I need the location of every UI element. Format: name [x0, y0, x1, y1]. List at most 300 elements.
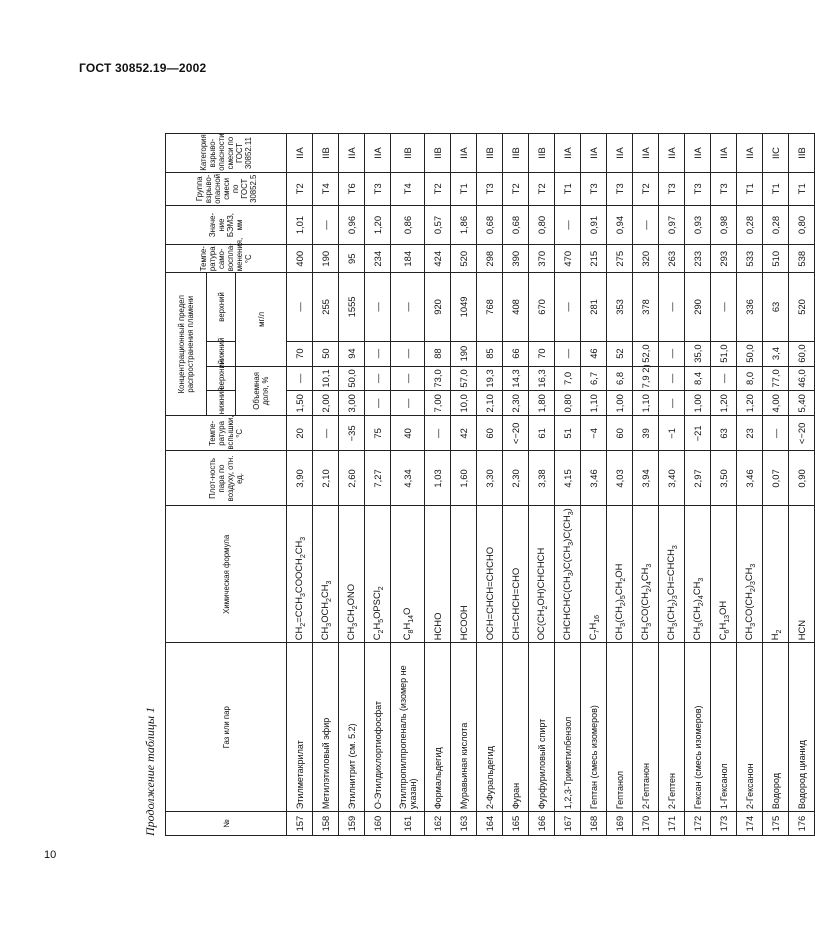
- upper-limit-mgl: —: [555, 273, 581, 341]
- chemical-formula: $CH_3CO(CH_2)_3CH_3$: [737, 506, 763, 643]
- gas-name: Этилнитрит (см. 5.2): [339, 643, 365, 812]
- row-number: 164: [477, 812, 503, 836]
- header-bemz: Значе-ние БЭМЗ, мм: [166, 205, 287, 244]
- explosion-category: IIB: [503, 134, 529, 172]
- autoignition-temperature: 95: [339, 245, 365, 273]
- explosion-category: IIA: [555, 134, 581, 172]
- upper-limit-volume: 46,0: [789, 366, 815, 391]
- row-number: 161: [391, 812, 425, 836]
- header-upper-vol: верхний: [207, 366, 236, 391]
- autoignition-temperature: 233: [685, 245, 711, 273]
- gas-name: Формальдегид: [425, 643, 451, 812]
- mixture-group: T4: [313, 172, 339, 205]
- flash-point: <−20: [789, 416, 815, 451]
- row-number: 159: [339, 812, 365, 836]
- header-lower-mgl: нижний: [207, 341, 236, 366]
- upper-limit-volume: 8,4: [685, 366, 711, 391]
- upper-limit-volume: 6,7: [581, 366, 607, 391]
- autoignition-temperature: 234: [365, 245, 391, 273]
- header-name: Газ или пар: [166, 643, 287, 812]
- vapor-density: 2,10: [313, 451, 339, 506]
- flash-point: −4: [581, 416, 607, 451]
- vapor-density: 3,90: [287, 451, 313, 506]
- bemz-value: 0,97: [659, 205, 685, 244]
- upper-limit-mgl: —: [659, 273, 685, 341]
- autoignition-temperature: 190: [313, 245, 339, 273]
- header-upper-mgl: верхний: [207, 273, 236, 341]
- gas-name: Гептанол: [607, 643, 633, 812]
- explosion-category: IIA: [659, 134, 685, 172]
- gas-properties-table: [165, 97, 815, 836]
- lower-limit-mgl: —: [555, 341, 581, 366]
- vapor-density: 3,38: [529, 451, 555, 506]
- gas-name: Гептан (смесь изомеров): [581, 643, 607, 812]
- vapor-density: 3,46: [581, 451, 607, 506]
- bemz-value: 0,94: [607, 205, 633, 244]
- mixture-group: T1: [451, 172, 477, 205]
- explosion-category: IIA: [737, 134, 763, 172]
- upper-limit-mgl: —: [365, 273, 391, 341]
- upper-limit-mgl: 281: [581, 273, 607, 341]
- upper-limit-volume: 50,0: [339, 366, 365, 391]
- flash-point: 63: [711, 416, 737, 451]
- table-row: [313, 98, 339, 836]
- table-row: [339, 98, 365, 836]
- autoignition-temperature: 510: [763, 245, 789, 273]
- vapor-density: 3,30: [477, 451, 503, 506]
- gas-name: Этилпропилпропеналь (изомер не указан): [391, 643, 425, 812]
- table-row: [685, 98, 711, 836]
- autoignition-temperature: 370: [529, 245, 555, 273]
- autoignition-temperature: 275: [607, 245, 633, 273]
- header-limits: Концентрационный предел распространения пламени: [166, 273, 207, 416]
- gas-name: 2-Гептанон: [633, 643, 659, 812]
- mixture-group: T2: [633, 172, 659, 205]
- row-number: 167: [555, 812, 581, 836]
- lower-limit-volume: 1,20: [711, 391, 737, 416]
- upper-limit-volume: 10,1: [313, 366, 339, 391]
- upper-limit-volume: 16,3: [529, 366, 555, 391]
- header-vol-fraction: Объемная доля, %: [236, 366, 287, 416]
- chemical-formula: $CH_3(CH_2)_5CH_2OH$: [607, 506, 633, 643]
- row-number: 170: [633, 812, 659, 836]
- row-number: 165: [503, 812, 529, 836]
- table-row: [711, 98, 737, 836]
- chemical-formula: HCHO: [425, 506, 451, 643]
- chemical-formula: $C_8H_{14}O$: [391, 506, 425, 643]
- lower-limit-mgl: 88: [425, 341, 451, 366]
- lower-limit-mgl: 52,0: [633, 341, 659, 366]
- flash-point: −21: [685, 416, 711, 451]
- header-autoign: Темпе-ратура само-воспла-менения, °С: [166, 245, 287, 273]
- bemz-value: 1,20: [365, 205, 391, 244]
- lower-limit-mgl: 66: [503, 341, 529, 366]
- lower-limit-volume: 3,00: [339, 391, 365, 416]
- mixture-group: T2: [425, 172, 451, 205]
- bemz-value: —: [313, 205, 339, 244]
- lower-limit-volume: 1,00: [685, 391, 711, 416]
- upper-limit-mgl: —: [287, 273, 313, 341]
- chemical-formula: $C_2H_5OPSCl_2$: [365, 506, 391, 643]
- table-row: [425, 98, 451, 836]
- upper-limit-volume: 7,9 2): [633, 366, 659, 391]
- flash-point: —: [425, 416, 451, 451]
- row-number: 157: [287, 812, 313, 836]
- chemical-formula: $H_2$: [763, 506, 789, 643]
- chemical-formula: $CH_3(CH_2)_3CH=CHCH_3$: [659, 506, 685, 643]
- autoignition-temperature: 263: [659, 245, 685, 273]
- gas-name: Метилэтиловый эфир: [313, 643, 339, 812]
- explosion-category: IIA: [339, 134, 365, 172]
- autoignition-temperature: 533: [737, 245, 763, 273]
- upper-limit-mgl: 768: [477, 273, 503, 341]
- bemz-value: 0,86: [391, 205, 425, 244]
- upper-limit-mgl: 353: [607, 273, 633, 341]
- bemz-value: —: [633, 205, 659, 244]
- gas-name: Фуран: [503, 643, 529, 812]
- vapor-density: 0,90: [789, 451, 815, 506]
- table-body: [287, 98, 815, 836]
- row-number: 158: [313, 812, 339, 836]
- upper-limit-mgl: 520: [789, 273, 815, 341]
- gas-name: 2-Гексанон: [737, 643, 763, 812]
- chemical-formula: $OC(CH_2OH)CHCHCH$: [529, 506, 555, 643]
- upper-limit-mgl: —: [391, 273, 425, 341]
- gas-name: Муравьиная кислота: [451, 643, 477, 812]
- header-group: Группа взрыво-опасной смеси по ГОСТ 30852.5: [166, 172, 287, 205]
- header-flash: Темпе-ратура вспышки, °С: [166, 416, 287, 451]
- vapor-density: 3,50: [711, 451, 737, 506]
- mixture-group: T2: [287, 172, 313, 205]
- explosion-category: IIB: [477, 134, 503, 172]
- lower-limit-mgl: 50,0: [737, 341, 763, 366]
- gas-name: 2-Гептен: [659, 643, 685, 812]
- mixture-group: T4: [391, 172, 425, 205]
- row-number: 168: [581, 812, 607, 836]
- mixture-group: T3: [659, 172, 685, 205]
- chemical-formula: $CH_3CO(CH_2)_4CH_3$: [633, 506, 659, 643]
- upper-limit-volume: —: [365, 366, 391, 391]
- chemical-formula: $CHCHCHC(CH_3)C(CH_3)C(CH_3)$: [555, 506, 581, 643]
- flash-point: 23: [737, 416, 763, 451]
- flash-point: 60: [477, 416, 503, 451]
- mixture-group: T3: [365, 172, 391, 205]
- bemz-value: 0,28: [763, 205, 789, 244]
- rotated-table-container: [143, 97, 807, 836]
- header-lower-vol: нижний: [207, 391, 236, 416]
- table-row: [763, 98, 789, 836]
- autoignition-temperature: 320: [633, 245, 659, 273]
- header-formula: Химическая формула: [166, 506, 287, 643]
- lower-limit-mgl: 94: [339, 341, 365, 366]
- explosion-category: IIA: [607, 134, 633, 172]
- row-number: 162: [425, 812, 451, 836]
- mixture-group: T2: [529, 172, 555, 205]
- lower-limit-volume: —: [365, 391, 391, 416]
- explosion-category: IIB: [529, 134, 555, 172]
- chemical-formula: $CH_3OCH_2CH_3$: [313, 506, 339, 643]
- autoignition-temperature: 424: [425, 245, 451, 273]
- explosion-category: IIC: [763, 134, 789, 172]
- flash-point: —: [763, 416, 789, 451]
- lower-limit-mgl: 35,0: [685, 341, 711, 366]
- row-number: 172: [685, 812, 711, 836]
- lower-limit-volume: —: [391, 391, 425, 416]
- explosion-category: IIB: [425, 134, 451, 172]
- mixture-group: T1: [555, 172, 581, 205]
- autoignition-temperature: 184: [391, 245, 425, 273]
- page-number: 10: [44, 849, 57, 861]
- upper-limit-mgl: —: [711, 273, 737, 341]
- lower-limit-volume: 0,80: [555, 391, 581, 416]
- autoignition-temperature: 520: [451, 245, 477, 273]
- vapor-density: 3,40: [659, 451, 685, 506]
- lower-limit-mgl: 51,0: [711, 341, 737, 366]
- table-row: [555, 98, 581, 836]
- chemical-formula: $CH_2=CCH_3COOCH_2CH_3$: [287, 506, 313, 643]
- lower-limit-volume: 2,00: [313, 391, 339, 416]
- table-row: [529, 98, 555, 836]
- row-number: 163: [451, 812, 477, 836]
- upper-limit-volume: 6,8: [607, 366, 633, 391]
- chemical-formula: HCOOH: [451, 506, 477, 643]
- mixture-group: T6: [339, 172, 365, 205]
- flash-point: 75: [365, 416, 391, 451]
- upper-limit-mgl: 290: [685, 273, 711, 341]
- header-category: Категория взрыво-опасности смеси по ГОСТ 30852.11: [166, 134, 287, 172]
- lower-limit-mgl: —: [365, 341, 391, 366]
- vapor-density: 2,97: [685, 451, 711, 506]
- lower-limit-volume: 10,0: [451, 391, 477, 416]
- mixture-group: T1: [763, 172, 789, 205]
- bemz-value: 0,80: [529, 205, 555, 244]
- bemz-value: —: [555, 205, 581, 244]
- mixture-group: T1: [737, 172, 763, 205]
- gas-name: Этилметакрилат: [287, 643, 313, 812]
- vapor-density: 4,03: [607, 451, 633, 506]
- gas-name: О-Этилдихлортиофосфат: [365, 643, 391, 812]
- bemz-value: 0,98: [711, 205, 737, 244]
- row-number: 169: [607, 812, 633, 836]
- upper-limit-mgl: 255: [313, 273, 339, 341]
- mixture-group: T2: [503, 172, 529, 205]
- mixture-group: T3: [711, 172, 737, 205]
- table-row: [365, 98, 391, 836]
- header-density: Плот-ность пара по воздуху, отн. ед.: [166, 451, 287, 506]
- upper-limit-volume: —: [711, 366, 737, 391]
- row-number: 173: [711, 812, 737, 836]
- flash-point: 42: [451, 416, 477, 451]
- vapor-density: 4,34: [391, 451, 425, 506]
- lower-limit-volume: 5,40: [789, 391, 815, 416]
- upper-limit-volume: 8,0: [737, 366, 763, 391]
- vapor-density: 1,60: [451, 451, 477, 506]
- upper-limit-mgl: 408: [503, 273, 529, 341]
- bemz-value: 0,91: [581, 205, 607, 244]
- lower-limit-mgl: 60,0: [789, 341, 815, 366]
- gas-name: Фурфуриловый спирт: [529, 643, 555, 812]
- table-row: [581, 98, 607, 836]
- mixture-group: T3: [685, 172, 711, 205]
- bemz-value: 0,80: [789, 205, 815, 244]
- explosion-category: IIA: [711, 134, 737, 172]
- bemz-value: 0,68: [477, 205, 503, 244]
- explosion-category: IIB: [789, 134, 815, 172]
- mixture-group: T1: [789, 172, 815, 205]
- chemical-formula: CH=CHCH=CHO: [503, 506, 529, 643]
- upper-limit-volume: —: [287, 366, 313, 391]
- row-number: 176: [789, 812, 815, 836]
- upper-limit-volume: 19,3: [477, 366, 503, 391]
- lower-limit-volume: 2,30: [503, 391, 529, 416]
- vapor-density: 2,60: [339, 451, 365, 506]
- lower-limit-volume: 1,10: [581, 391, 607, 416]
- flash-point: 40: [391, 416, 425, 451]
- vapor-density: 4,15: [555, 451, 581, 506]
- table-row: [633, 98, 659, 836]
- vapor-density: 1,03: [425, 451, 451, 506]
- explosion-category: IIA: [633, 134, 659, 172]
- chemical-formula: $CH_3CH_2ONO$: [339, 506, 365, 643]
- bemz-value: 0,68: [503, 205, 529, 244]
- row-number: 175: [763, 812, 789, 836]
- vapor-density: 3,46: [737, 451, 763, 506]
- vapor-density: 2,30: [503, 451, 529, 506]
- bemz-value: 0,96: [339, 205, 365, 244]
- lower-limit-volume: 1,00: [607, 391, 633, 416]
- upper-limit-volume: 73,0: [425, 366, 451, 391]
- table-row: [287, 98, 313, 836]
- bemz-value: 0,57: [425, 205, 451, 244]
- autoignition-temperature: 470: [555, 245, 581, 273]
- lower-limit-volume: 1,10: [633, 391, 659, 416]
- lower-limit-volume: —: [659, 391, 685, 416]
- lower-limit-volume: 1,50: [287, 391, 313, 416]
- gas-name: 1,2,3-Триметилбензол: [555, 643, 581, 812]
- upper-limit-volume: —: [391, 366, 425, 391]
- lower-limit-volume: 1,20: [737, 391, 763, 416]
- flash-point: <−20: [503, 416, 529, 451]
- flash-point: 60: [607, 416, 633, 451]
- row-number: 166: [529, 812, 555, 836]
- upper-limit-volume: 14,3: [503, 366, 529, 391]
- chemical-formula: HCN: [789, 506, 815, 643]
- lower-limit-mgl: 85: [477, 341, 503, 366]
- lower-limit-mgl: 52: [607, 341, 633, 366]
- header-no: №: [166, 812, 287, 836]
- row-number: 160: [365, 812, 391, 836]
- table-row: [737, 98, 763, 836]
- explosion-category: IIA: [685, 134, 711, 172]
- upper-limit-mgl: 920: [425, 273, 451, 341]
- lower-limit-mgl: 46: [581, 341, 607, 366]
- upper-limit-volume: 57,0: [451, 366, 477, 391]
- lower-limit-mgl: 190: [451, 341, 477, 366]
- flash-point: —: [313, 416, 339, 451]
- gas-name: 1-Гексанол: [711, 643, 737, 812]
- lower-limit-volume: 4,00: [763, 391, 789, 416]
- bemz-value: 0,28: [737, 205, 763, 244]
- autoignition-temperature: 293: [711, 245, 737, 273]
- header-mgl: мг/л: [236, 273, 287, 366]
- mixture-group: T3: [581, 172, 607, 205]
- chemical-formula: $C_7H_{16}$: [581, 506, 607, 643]
- flash-point: 61: [529, 416, 555, 451]
- flash-point: −35: [339, 416, 365, 451]
- explosion-category: IIB: [391, 134, 425, 172]
- table-row: [503, 98, 529, 836]
- autoignition-temperature: 538: [789, 245, 815, 273]
- upper-limit-mgl: 63: [763, 273, 789, 341]
- bemz-value: 1,86: [451, 205, 477, 244]
- gas-name: Гексан (смесь изомеров): [685, 643, 711, 812]
- row-number: 171: [659, 812, 685, 836]
- autoignition-temperature: 298: [477, 245, 503, 273]
- row-number: 174: [737, 812, 763, 836]
- upper-limit-mgl: 336: [737, 273, 763, 341]
- bemz-value: 1,01: [287, 205, 313, 244]
- upper-limit-mgl: 378: [633, 273, 659, 341]
- upper-limit-mgl: 670: [529, 273, 555, 341]
- flash-point: −1: [659, 416, 685, 451]
- vapor-density: 3,94: [633, 451, 659, 506]
- gas-name: Водород цианид: [789, 643, 815, 812]
- upper-limit-volume: 7,0: [555, 366, 581, 391]
- explosion-category: IIA: [451, 134, 477, 172]
- table-caption: Продолжение таблицы 1: [143, 706, 157, 836]
- explosion-category: IIA: [581, 134, 607, 172]
- gas-name: Водород: [763, 643, 789, 812]
- autoignition-temperature: 215: [581, 245, 607, 273]
- upper-limit-mgl: 1555: [339, 273, 365, 341]
- upper-limit-volume: 77,0: [763, 366, 789, 391]
- lower-limit-mgl: 50: [313, 341, 339, 366]
- bemz-value: 0,93: [685, 205, 711, 244]
- table-row: [659, 98, 685, 836]
- explosion-category: IIB: [313, 134, 339, 172]
- lower-limit-volume: 2,10: [477, 391, 503, 416]
- table-row: [607, 98, 633, 836]
- lower-limit-mgl: 3,4: [763, 341, 789, 366]
- mixture-group: T3: [477, 172, 503, 205]
- upper-limit-mgl: 1049: [451, 273, 477, 341]
- lower-limit-volume: 1,80: [529, 391, 555, 416]
- gas-name: 2-Фуральдегид: [477, 643, 503, 812]
- explosion-category: IIA: [287, 134, 313, 172]
- lower-limit-mgl: 70: [287, 341, 313, 366]
- vapor-density: 0,07: [763, 451, 789, 506]
- vapor-density: 7,27: [365, 451, 391, 506]
- flash-point: 20: [287, 416, 313, 451]
- flash-point: 51: [555, 416, 581, 451]
- explosion-category: IIA: [365, 134, 391, 172]
- chemical-formula: $C_6H_{13}OH$: [711, 506, 737, 643]
- upper-limit-volume: —: [659, 366, 685, 391]
- lower-limit-mgl: 70: [529, 341, 555, 366]
- table-row: [451, 98, 477, 836]
- chemical-formula: OCH=CHCH=CHCHO: [477, 506, 503, 643]
- lower-limit-mgl: —: [391, 341, 425, 366]
- table-row: [477, 98, 503, 836]
- lower-limit-mgl: —: [659, 341, 685, 366]
- mixture-group: T3: [607, 172, 633, 205]
- lower-limit-volume: 7,00: [425, 391, 451, 416]
- autoignition-temperature: 390: [503, 245, 529, 273]
- flash-point: 39: [633, 416, 659, 451]
- document-header: ГОСТ 30852.19—2002: [79, 61, 207, 75]
- table-row: [789, 98, 815, 836]
- autoignition-temperature: 400: [287, 245, 313, 273]
